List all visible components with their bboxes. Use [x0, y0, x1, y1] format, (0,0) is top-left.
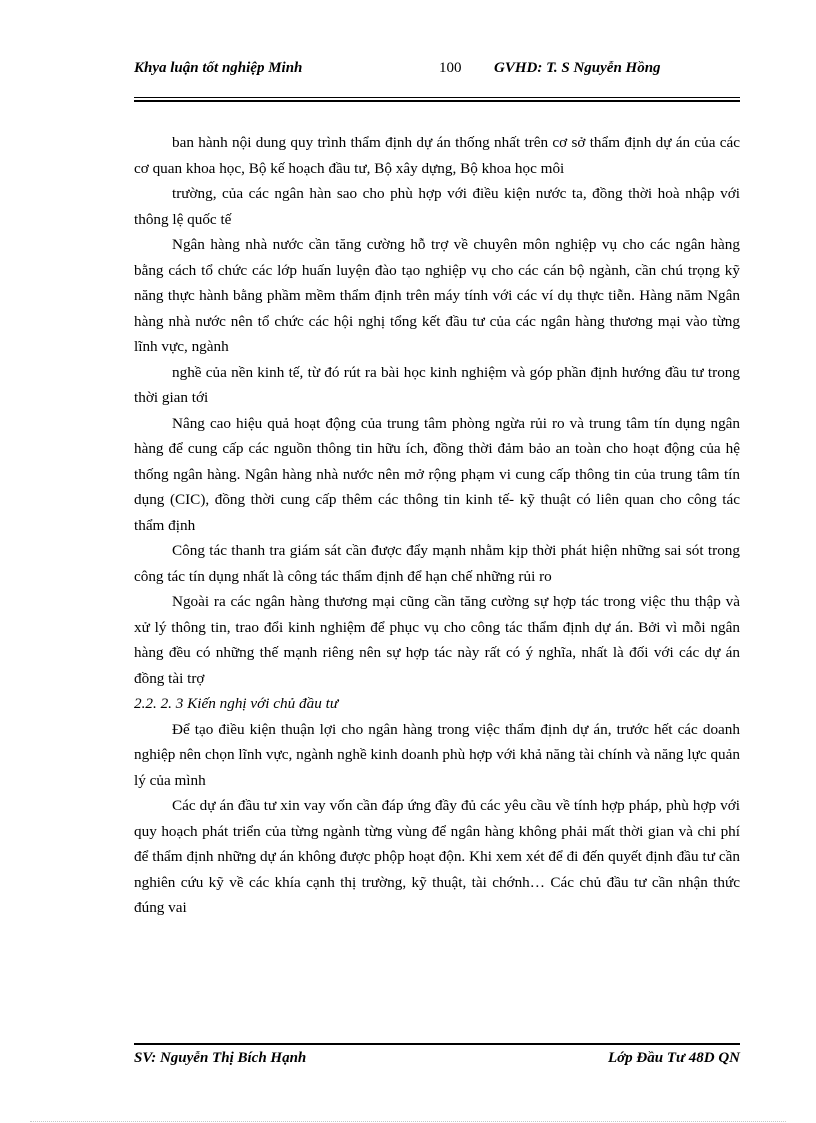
paragraph: Ngân hàng nhà nước cần tăng cường hỗ trợ về chuyên môn nghiệp vụ cho các ngân hàng bằng cách tổ chức các lớp huấn luyện đào tạo nghiệp vụ cho các cán bộ ngành, cần chú trọng kỹ năng thực hành bằng phầm mềm thẩm định trên máy tính với các ví dụ thực tiễn. Hàng năm Ngân hàng nhà nước nên tổ chức các hội nghị tổng kết đầu tư của các ngân hàng thương mại vào từng lĩnh vực, ngành	[134, 236, 740, 355]
paragraph: Các dự án đầu tư xin vay vốn cần đáp ứng đầy đủ các yêu cầu về tính hợp pháp, phù hợp với quy hoạch phát triển của từng ngành từng vùng để ngân hàng không phải mất thời gian và chi phí để thẩm định những dự án không được phộp hoạt độn. Khi xem xét để đi đến quyết định đầu tư cần nghiên cứu kỹ về các khía cạnh thị trường, kỹ thuật, tài chớnh… Các chủ đầu tư cần nhận thức đúng vai	[134, 797, 740, 916]
page-header	[134, 58, 740, 102]
paragraph: Công tác thanh tra giám sát cần được đẩy mạnh nhằm kịp thời phát hiện những sai sót trong công tác tín dụng nhất là công tác thẩm định để hạn chế những rủi ro	[134, 542, 740, 585]
header-divider-thick	[134, 100, 740, 102]
paragraph: Để tạo điều kiện thuận lợi cho ngân hàng trong việc thẩm định dự án, trước hết các doanh nghiệp nên chọn lĩnh vực, ngành nghề kinh doanh phù hợp với khả năng tài chính và năng lực quản lý của mình	[134, 720, 740, 789]
paragraph: nghề của nền kinh tế, từ đó rút ra bài học kinh nghiệm và góp phần định hướng đầu tư trong thời gian tới	[134, 363, 740, 406]
page-number: 100	[439, 60, 462, 76]
paragraph: Nâng cao hiệu quả hoạt động của trung tâm phòng ngừa rủi ro và trung tâm tín dụng ngân hàng để cung cấp các nguồn thông tin hữu ích, đồng thời đảm bảo an toàn cho hoạt động của hệ thống ngân hàng. Ngân hàng nhà nước nên mở rộng phạm vi cung cấp thông tin của trung tâm tín dụng (CIC), đồng thời cung cấp thêm các thông tin kinh tế- kỹ thuật có liên quan cho công tác thẩm định	[134, 414, 740, 534]
header-divider-thin	[134, 97, 740, 98]
paragraph: trường, của các ngân hàn sao cho phù hợp với điều kiện nước ta, đồng thời hoà nhập với thông lệ quốc tế	[134, 185, 740, 228]
section-heading: 2.2. 2. 3 Kiến nghị với chủ đầu tư	[134, 695, 339, 712]
page-edge-dotted-line	[30, 1121, 786, 1122]
paragraph: ban hành nội dung quy trình thẩm định dự án thống nhất trên cơ sở thẩm định dự án của các cơ quan khoa học, Bộ kế hoạch đầu tư, Bộ xây dựng, Bộ khoa học môi	[134, 134, 740, 177]
header-supervisor: GVHD: T. S Nguyễn Hồng	[494, 60, 661, 76]
footer-divider	[134, 1043, 740, 1045]
footer-student-name: SV: Nguyễn Thị Bích Hạnh	[134, 1050, 307, 1066]
paragraph: Ngoài ra các ngân hàng thương mại cũng cần tăng cường sự hợp tác trong việc thu thập và xử lý thông tin, trao đổi kinh nghiệm để phục vụ cho công tác thẩm định dự án. Bởi vì mỗi ngân hàng đều có những thế mạnh riêng nên sự hợp tác này rất có ý nghĩa, nhất là đối với các dự án đồng tài trợ	[134, 593, 740, 687]
footer-class-name: Lớp Đầu Tư 48D QN	[607, 1050, 740, 1066]
document-body	[134, 130, 740, 921]
header-thesis-title: Khya luận tốt nghiệp Minh	[134, 60, 303, 76]
